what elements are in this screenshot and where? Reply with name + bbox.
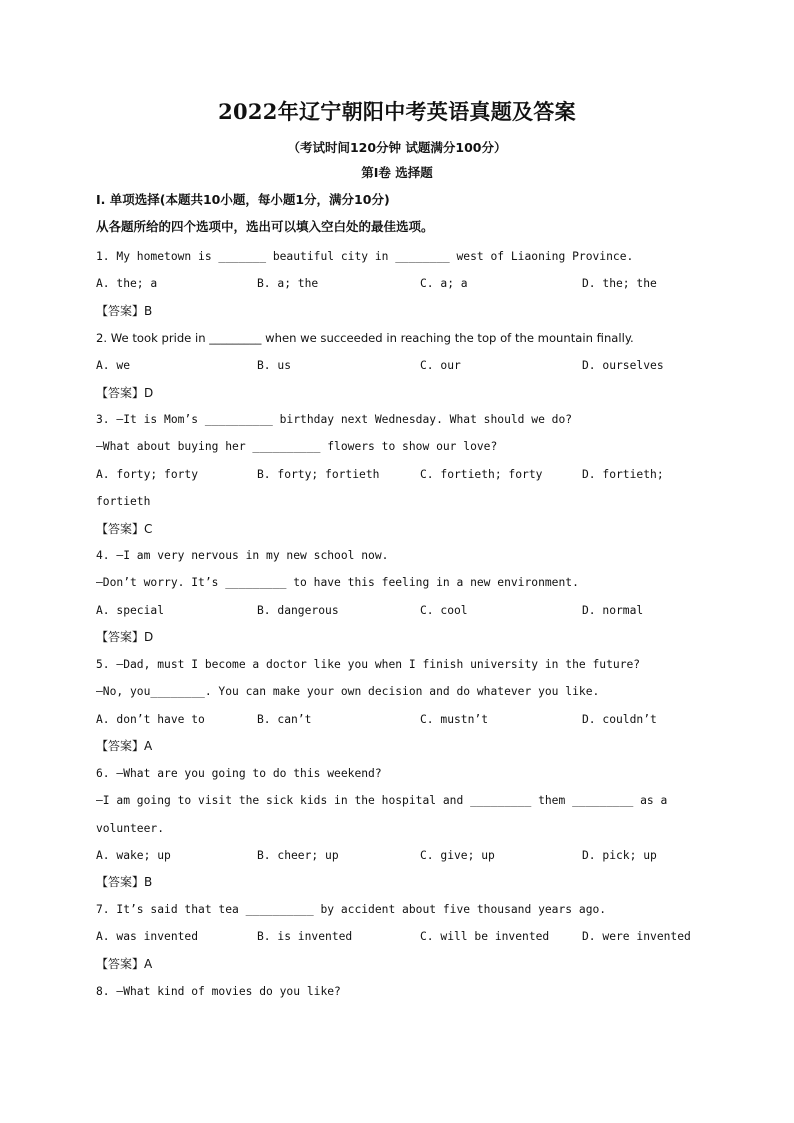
page-title: 2022年辽宁朝阳中考英语真题及答案 bbox=[218, 99, 576, 124]
option-d: D. fortieth; bbox=[582, 468, 664, 481]
answer: 【答案】C bbox=[96, 522, 153, 536]
option-c: C. our bbox=[420, 359, 461, 372]
option-d: D. the; the bbox=[582, 277, 657, 290]
option-d: D. pick; up bbox=[582, 849, 657, 862]
answer: 【答案】D bbox=[96, 386, 154, 400]
option-d: D. normal bbox=[582, 604, 644, 617]
option-c: C. cool bbox=[420, 604, 468, 617]
question-stem: 4. —I am very nervous in my new school now. bbox=[96, 549, 389, 562]
answer: 【答案】B bbox=[96, 304, 153, 318]
option-d-continued: fortieth bbox=[96, 495, 151, 508]
option-d: D. ourselves bbox=[582, 359, 664, 372]
option-d: D. couldn’t bbox=[582, 713, 657, 726]
question-stem: —Don’t worry. It’s _________ to have this feeling in a new environment. bbox=[96, 576, 579, 589]
option-c: C. a; a bbox=[420, 277, 468, 290]
answer: 【答案】D bbox=[96, 630, 154, 644]
question-stem: 6. —What are you going to do this weekend? bbox=[96, 767, 382, 780]
question-stem: 1. My hometown is _______ beautiful city in ________ west of Liaoning Province. bbox=[96, 250, 634, 263]
option-a: A. forty; forty bbox=[96, 468, 199, 481]
option-b: B. can’t bbox=[257, 713, 312, 726]
answer: 【答案】A bbox=[96, 739, 153, 753]
answer: 【答案】B bbox=[96, 875, 153, 889]
instruction: 从各题所给的四个选项中，选出可以填入空白处的最佳选项。 bbox=[96, 219, 434, 234]
section-title: 第Ⅰ卷 选择题 bbox=[361, 165, 433, 180]
option-b: B. cheer; up bbox=[257, 849, 339, 862]
option-a: A. don’t have to bbox=[96, 713, 205, 726]
option-a: A. special bbox=[96, 604, 165, 617]
option-a: A. wake; up bbox=[96, 849, 171, 862]
option-c: C. will be invented bbox=[420, 930, 550, 943]
question-stem: 2. We took pride in _________ when we succeeded in reaching the top of the mountain finally. bbox=[96, 331, 634, 345]
option-b: B. us bbox=[257, 359, 292, 372]
option-c: C. fortieth; forty bbox=[420, 468, 543, 481]
option-a: A. the; a bbox=[96, 277, 158, 290]
question-stem: 3. —It is Mom’s __________ birthday next Wednesday. What should we do? bbox=[96, 413, 573, 426]
option-d: D. were invented bbox=[582, 930, 691, 943]
option-b: B. is invented bbox=[257, 930, 353, 943]
question-stem: —What about buying her __________ flowers to show our love? bbox=[96, 440, 498, 453]
question-stem: 8. —What kind of movies do you like? bbox=[96, 985, 341, 998]
option-b: B. dangerous bbox=[257, 604, 339, 617]
exam-subtitle: （考试时间120分钟 试题满分100分） bbox=[287, 140, 507, 155]
question-stem: volunteer. bbox=[96, 822, 165, 835]
question-stem: —No, you________. You can make your own decision and do whatever you like. bbox=[96, 685, 600, 698]
question-stem: —I am going to visit the sick kids in the hospital and _________ them _________ as a bbox=[96, 794, 668, 807]
option-b: B. forty; fortieth bbox=[257, 468, 380, 481]
question-stem: 7. It’s said that tea __________ by accident about five thousand years ago. bbox=[96, 903, 607, 916]
answer: 【答案】A bbox=[96, 957, 153, 971]
option-a: A. was invented bbox=[96, 930, 199, 943]
part-heading: I. 单项选择(本题共10小题，每小题1分，满分10分) bbox=[96, 192, 390, 207]
option-b: B. a; the bbox=[257, 277, 319, 290]
question-stem: 5. —Dad, must I become a doctor like you when I finish university in the future? bbox=[96, 658, 641, 671]
option-c: C. mustn’t bbox=[420, 713, 489, 726]
option-a: A. we bbox=[96, 359, 131, 372]
option-c: C. give; up bbox=[420, 849, 495, 862]
